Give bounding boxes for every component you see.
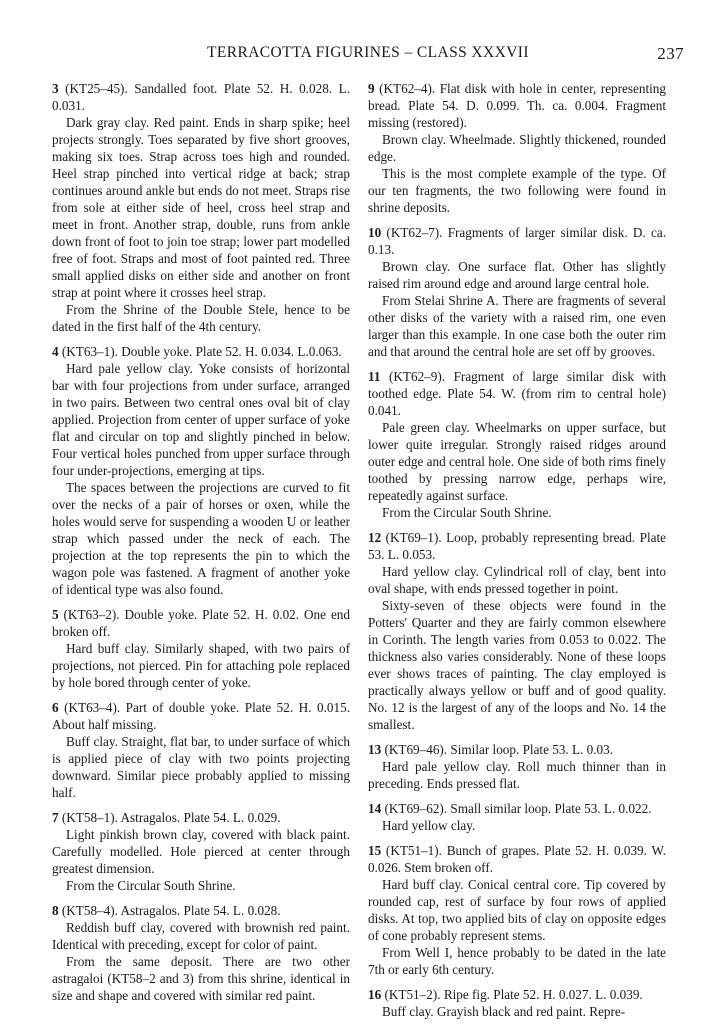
entry-heading [52,80,350,114]
entry-heading [52,606,350,640]
entry-heading [368,224,666,258]
entry-paragraph: Buff clay. Straight, flat bar, to under surface of which is applied piece of clay with two points projecting downward. Similar piece probably applied to missing half. [52,734,350,800]
catalogue-entry [52,699,350,801]
entry-paragraph: From the same deposit. There are two other astragaloi (KT58–2 and 3) from this shrine, identical in size and shape and covered with similar red paint. [52,954,350,1003]
entry-heading-text: (KT69–62). Small similar loop. Plate 53. L. 0.022. [381,801,652,816]
entry-number: 13 [368,742,382,757]
entry-paragraph: Brown clay. One surface flat. Other has slightly raised rim around edge and around large central hole. [368,259,666,291]
entry-paragraph: Hard yellow clay. Cylindrical roll of clay, bent into oval shape, with ends pressed together in point. [368,564,666,596]
entry-heading [368,986,666,1003]
catalogue-entry [368,224,666,360]
entry-number: 12 [368,530,382,545]
catalogue-entry [52,606,350,691]
catalogue-entry [368,842,666,978]
entry-heading-text: (KT51–1). Bunch of grapes. Plate 52. H. 0.039. W. 0.026. Stem broken off. [368,843,666,875]
entry-number: 14 [368,801,382,816]
entry-paragraph: Hard buff clay. Similarly shaped, with two pairs of projections, not pierced. Pin for attaching pole replaced by hole bored through center of yoke. [52,641,350,690]
catalogue-entry [368,368,666,521]
entry-heading-text: (KT62–9). Fragment of large similar disk with toothed edge. Plate 54. W. (from rim to central hole) 0.041. [368,369,666,418]
running-title: TERRACOTTA FIGURINES – CLASS XXXVII [207,44,529,61]
entry-paragraph: From the Circular South Shrine. [382,505,552,520]
catalogue-entry [368,80,666,216]
entry-heading-text: (KT62–4). Flat disk with hole in center, representing bread. Plate 54. D. 0.099. Th. ca. 0.004. Fragment missing (restored). [368,81,666,130]
entry-heading-text: (KT62–7). Fragments of larger similar disk. D. ca. 0.13. [368,225,666,257]
entry-paragraph: The spaces between the projections are curved to fit over the necks of a pair of horses or oxen, while the holes would serve for suspending a wooden U or leather strap which passed under the neck of each. The projection at the top represents the pin to which the wagon pole was fastened. A fragment of another yoke of identical type was also found. [52,480,350,597]
entry-number: 4 [52,344,59,359]
entry-number: 10 [368,225,382,240]
entry-number: 6 [52,700,59,715]
entry-paragraph: Light pinkish brown clay, covered with black paint. Carefully modelled. Hole pierced at center through greatest dimension. [52,827,350,876]
entry-paragraph: Dark gray clay. Red paint. Ends in sharp spike; heel projects strongly. Toes separated by five short grooves, making six toes. Strap across toes high and rounded. Heel strap pinched into vertical ridge at back; strap continues around ankle but ends do not meet. Straps rise from sole at either side of heel, cross heel strap and meet in front. Another strap, double, runs from ankle down front of foot to join toe strap; lower part modelled free of foot. Straps and most of foot painted red. Three small applied disks on either side and another on front strap at point where it crosses heel strap. [52,115,350,300]
entry-heading [368,842,666,876]
entry-heading-text: (KT63–2). Double yoke. Plate 52. H. 0.02. One end broken off. [52,607,350,639]
entry-heading [368,529,666,563]
entry-heading-text: (KT58–1). Astragalos. Plate 54. L. 0.029. [58,810,281,825]
catalogue-entry [368,741,666,792]
catalogue-entry [52,343,350,598]
entry-heading-text: (KT69–46). Similar loop. Plate 53. L. 0.03. [381,742,614,757]
entry-paragraph: From the Circular South Shrine. [66,878,236,893]
entry-paragraph: Hard buff clay. Conical central core. Tip covered by rounded cap, rest of surface by four rows of applied disks. At top, two applied bits of clay on opposite edges of cone probably represent stems. [368,877,666,943]
entry-heading [368,80,666,131]
entry-paragraph: Hard yellow clay. [382,818,476,833]
entry-heading [52,809,350,826]
catalogue-entry [368,800,666,834]
entry-number: 3 [52,81,59,96]
entry-paragraph: This is the most complete example of the type. Of our ten fragments, the two following were found in shrine deposits. [368,166,666,215]
entry-heading-text: (KT51–2). Ripe fig. Plate 52. H. 0.027. L. 0.039. [381,987,643,1002]
right-column [368,80,666,1028]
entry-paragraph: Hard pale yellow clay. Roll much thinner than in preceding. Ends pressed flat. [368,759,666,791]
catalogue-entry [368,986,666,1020]
entry-heading-text: (KT63–1). Double yoke. Plate 52. H. 0.034. L.0.063. [58,344,342,359]
entry-number: 16 [368,987,382,1002]
entry-paragraph: From Well I, hence probably to be dated in the late 7th or early 6th century. [368,945,666,977]
entry-paragraph: Buff clay. Grayish black and red paint. Repre- [382,1004,626,1019]
entry-number: 5 [52,607,59,622]
entry-paragraph: Pale green clay. Wheelmarks on upper surface, but lower quite irregular. Strongly raised ridges around outer edge and central hole. One side of both rims finely toothed by pressing narrow edge, perhaps wire, repeatedly against surface. [368,420,666,503]
running-head [52,44,684,64]
entry-paragraph: Hard pale yellow clay. Yoke consists of horizontal bar with four projections from under surface, arranged in two pairs. Between two central ones oval bit of clay applied. Projection from center of upper surface of yoke flat and circular on top and slightly pinched in below. Four vertical holes punched from upper surface through four under-projections, emerging at tips. [52,361,350,478]
entry-heading [52,902,350,919]
catalogue-entry [52,80,350,335]
page-number: 237 [657,44,684,63]
entry-heading-text: (KT63–4). Part of double yoke. Plate 52. H. 0.015. About half missing. [52,700,350,732]
left-column [52,80,350,1012]
entry-number: 11 [368,369,381,384]
entry-heading-text: (KT25–45). Sandalled foot. Plate 52. H. 0.028. L. 0.031. [52,81,350,113]
entry-heading-text: (KT69–1). Loop, probably representing bread. Plate 53. L. 0.053. [368,530,666,562]
entry-heading [52,343,350,360]
entry-number: 7 [52,810,59,825]
entry-heading [368,800,666,817]
entry-paragraph: Brown clay. Wheelmade. Slightly thickened, rounded edge. [368,132,666,164]
entry-paragraph: From the Shrine of the Double Stele, hence to be dated in the first half of the 4th century. [52,302,350,334]
entry-heading [368,741,666,758]
entry-paragraph: Sixty-seven of these objects were found in the Potters' Quarter and they are fairly common elsewhere in Corinth. The length varies from 0.053 to 0.022. The thickness also varies considerably. None of these loops ever shows traces of painting. The clay employed is practically always yellow or buff and of good quality. No. 12 is the largest of any of the loops and No. 14 the smallest. [368,598,666,732]
catalogue-entry [52,809,350,894]
entry-heading [52,699,350,733]
entry-number: 8 [52,903,59,918]
entry-paragraph: Reddish buff clay, covered with brownish red paint. Identical with preceding, except for color of paint. [52,920,350,952]
entry-number: 15 [368,843,382,858]
entry-paragraph: From Stelai Shrine A. There are fragments of several other disks of the variety with a raised rim, one even larger than this example. In one case both the outer rim and that around the central hole are set off by grooves. [368,293,666,359]
entry-heading [368,368,666,419]
catalogue-entry [368,529,666,733]
catalogue-entry [52,902,350,1004]
entry-heading-text: (KT58–4). Astragalos. Plate 54. L. 0.028. [58,903,281,918]
entry-number: 9 [368,81,375,96]
